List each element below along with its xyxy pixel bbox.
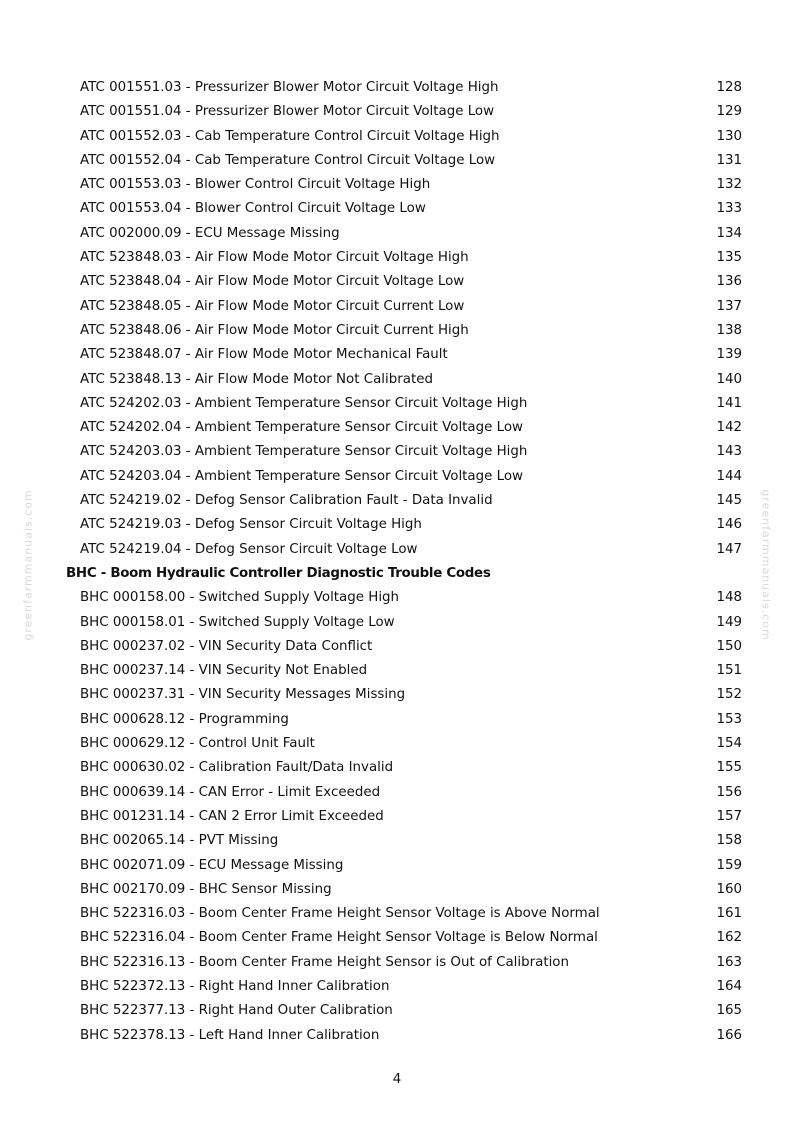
toc-entry[interactable] <box>0 999 794 1023</box>
toc-entry[interactable] <box>0 222 794 246</box>
toc-entry[interactable] <box>0 538 794 562</box>
toc-entry-title: ATC 523848.04 - Air Flow Mode Motor Circuit Voltage Low <box>80 274 465 290</box>
toc-entry-page: 144 <box>716 468 742 484</box>
toc-entry-page: 155 <box>716 760 742 776</box>
toc-entry-page: 161 <box>716 906 742 922</box>
toc-entry-title: BHC 000158.01 - Switched Supply Voltage Low <box>80 614 395 630</box>
toc-entry[interactable] <box>0 708 794 732</box>
page-number: 4 <box>392 1072 402 1087</box>
toc-entry-title: BHC 522316.03 - Boom Center Frame Height Sensor Voltage is Above Normal <box>80 906 600 922</box>
watermark-right: greenfarmmanuals.com <box>759 489 773 641</box>
toc-entry-page: 165 <box>716 1003 742 1019</box>
toc-entry-title: ATC 001553.03 - Blower Control Circuit Voltage High <box>80 177 431 193</box>
toc-entry-page: 130 <box>716 128 742 144</box>
toc-entry[interactable] <box>0 878 794 902</box>
toc-entry-page: 157 <box>716 808 742 824</box>
toc-entry-title: BHC 002065.14 - PVT Missing <box>80 833 279 849</box>
toc-entry-page: 147 <box>716 541 742 557</box>
toc-entry-page: 143 <box>716 444 742 460</box>
toc-entry-title: BHC 000639.14 - CAN Error - Limit Exceeded <box>80 784 381 800</box>
toc-entry-page: 138 <box>716 322 742 338</box>
toc-entry[interactable] <box>0 1024 794 1048</box>
toc-entry-page: 135 <box>716 250 742 266</box>
toc-entry-title: ATC 523848.07 - Air Flow Mode Motor Mechanical Fault <box>80 347 448 363</box>
toc-entry-page: 153 <box>716 711 742 727</box>
toc-entry-title: BHC 000237.02 - VIN Security Data Conflict <box>80 638 373 654</box>
toc-entry[interactable] <box>0 465 794 489</box>
toc-section-heading[interactable] <box>0 562 794 586</box>
toc-entry-title: BHC 522378.13 - Left Hand Inner Calibration <box>80 1027 380 1043</box>
toc-entry[interactable] <box>0 319 794 343</box>
toc-entry-title: ATC 523848.03 - Air Flow Mode Motor Circuit Voltage High <box>80 250 469 266</box>
toc-entry-title: BHC 522372.13 - Right Hand Inner Calibration <box>80 978 390 994</box>
toc-entry[interactable] <box>0 149 794 173</box>
toc-entry-title: ATC 001553.04 - Blower Control Circuit Voltage Low <box>80 201 426 217</box>
toc-entry-title: BHC 000237.14 - VIN Security Not Enabled <box>80 663 368 679</box>
toc-entry-page: 131 <box>716 152 742 168</box>
toc-entry-title: BHC 002170.09 - BHC Sensor Missing <box>80 881 332 897</box>
toc-entry-page: 134 <box>716 225 742 241</box>
toc-entry-page: 154 <box>716 736 742 752</box>
toc-entry[interactable] <box>0 805 794 829</box>
toc-entry[interactable] <box>0 100 794 124</box>
toc-entry-title: BHC 522316.13 - Boom Center Frame Height Sensor is Out of Calibration <box>80 954 569 970</box>
toc-entry-title: BHC 000629.12 - Control Unit Fault <box>80 736 315 752</box>
toc-entry-page: 128 <box>716 80 742 95</box>
toc-entry[interactable] <box>0 975 794 999</box>
toc-entry-title: BHC 522316.04 - Boom Center Frame Height Sensor Voltage is Below Normal <box>80 930 598 946</box>
toc-entry-title: ATC 524202.04 - Ambient Temperature Sensor Circuit Voltage Low <box>80 420 523 436</box>
toc-entry[interactable] <box>0 246 794 270</box>
toc-entry-title: BHC 001231.14 - CAN 2 Error Limit Exceeded <box>80 808 384 824</box>
toc-entry[interactable] <box>0 659 794 683</box>
toc-entry-title: ATC 002000.09 - ECU Message Missing <box>80 225 340 241</box>
toc-entry-page: 137 <box>716 298 742 314</box>
toc-entry-page: 164 <box>716 978 742 994</box>
toc-entry-title: BHC 522377.13 - Right Hand Outer Calibration <box>80 1003 393 1019</box>
toc-entry-title: ATC 524202.03 - Ambient Temperature Sensor Circuit Voltage High <box>80 395 528 411</box>
toc-entry[interactable] <box>0 756 794 780</box>
toc-entry-page: 132 <box>716 177 742 193</box>
toc-entry[interactable] <box>0 489 794 513</box>
toc-entry-page: 160 <box>716 881 742 897</box>
toc-entry-title: BHC 000628.12 - Programming <box>80 711 289 727</box>
toc-entry-page: 152 <box>716 687 742 703</box>
toc-entry[interactable] <box>0 951 794 975</box>
toc-entry-title: BHC - Boom Hydraulic Controller Diagnostic Trouble Codes <box>66 565 491 581</box>
toc-entry[interactable] <box>0 125 794 149</box>
toc-entry[interactable] <box>0 416 794 440</box>
toc-entry-page: 159 <box>716 857 742 873</box>
toc-entry-page: 139 <box>716 347 742 363</box>
toc-entry-title: BHC 000630.02 - Calibration Fault/Data Invalid <box>80 760 394 776</box>
toc-entry[interactable] <box>0 440 794 464</box>
toc-entry-page: 129 <box>716 104 742 120</box>
toc-entry-title: ATC 524203.03 - Ambient Temperature Sensor Circuit Voltage High <box>80 444 528 460</box>
toc-entry-page: 136 <box>716 274 742 290</box>
toc-entry-title: ATC 001552.03 - Cab Temperature Control Circuit Voltage High <box>80 128 500 144</box>
toc-entry-page: 166 <box>716 1027 742 1043</box>
toc-entry-title: ATC 523848.05 - Air Flow Mode Motor Circuit Current Low <box>80 298 465 314</box>
toc-entry-page: 146 <box>716 517 742 533</box>
toc-entry[interactable] <box>0 270 794 294</box>
toc-entry-title: ATC 001552.04 - Cab Temperature Control Circuit Voltage Low <box>80 152 496 168</box>
toc-entry[interactable] <box>0 76 794 100</box>
toc-entry[interactable] <box>0 683 794 707</box>
toc-entry-title: BHC 000158.00 - Switched Supply Voltage High <box>80 590 400 606</box>
toc-entry[interactable] <box>0 732 794 756</box>
toc-entry[interactable] <box>0 513 794 537</box>
toc-entry[interactable] <box>0 197 794 221</box>
toc-entry-title: ATC 524219.04 - Defog Sensor Circuit Voltage Low <box>80 541 418 557</box>
toc-entry[interactable] <box>0 173 794 197</box>
toc-entry[interactable] <box>0 829 794 853</box>
toc-entry-page: 158 <box>716 833 742 849</box>
toc-entry-title: ATC 524219.02 - Defog Sensor Calibration Fault - Data Invalid <box>80 493 493 509</box>
toc-entry[interactable] <box>0 343 794 367</box>
toc-entry-page: 148 <box>716 590 742 606</box>
toc-entry-page: 142 <box>716 420 742 436</box>
toc-entry[interactable] <box>0 781 794 805</box>
toc-entry-title: ATC 001551.03 - Pressurizer Blower Motor Circuit Voltage High <box>80 80 499 95</box>
toc-entry-page: 149 <box>716 614 742 630</box>
toc-entry[interactable] <box>0 586 794 610</box>
toc-entry[interactable] <box>0 368 794 392</box>
table-of-contents <box>0 76 794 1048</box>
toc-entry-page: 145 <box>716 493 742 509</box>
toc-entry-page: 162 <box>716 930 742 946</box>
toc-entry-title: ATC 523848.13 - Air Flow Mode Motor Not Calibrated <box>80 371 433 387</box>
toc-entry-title: ATC 001551.04 - Pressurizer Blower Motor Circuit Voltage Low <box>80 104 495 120</box>
toc-entry-title: ATC 524203.04 - Ambient Temperature Sensor Circuit Voltage Low <box>80 468 523 484</box>
toc-entry-page: 150 <box>716 638 742 654</box>
toc-entry-page: 140 <box>716 371 742 387</box>
toc-entry[interactable] <box>0 635 794 659</box>
toc-entry-title: ATC 523848.06 - Air Flow Mode Motor Circuit Current High <box>80 322 469 338</box>
toc-entry[interactable] <box>0 611 794 635</box>
toc-entry-page: 133 <box>716 201 742 217</box>
toc-entry[interactable] <box>0 926 794 950</box>
toc-entry-title: ATC 524219.03 - Defog Sensor Circuit Voltage High <box>80 517 422 533</box>
toc-entry[interactable] <box>0 392 794 416</box>
toc-entry-title: BHC 002071.09 - ECU Message Missing <box>80 857 344 873</box>
toc-entry-page: 163 <box>716 954 742 970</box>
toc-entry[interactable] <box>0 854 794 878</box>
toc-entry-page: 156 <box>716 784 742 800</box>
toc-entry[interactable] <box>0 295 794 319</box>
toc-entry[interactable] <box>0 902 794 926</box>
toc-entry-page: 141 <box>716 395 742 411</box>
watermark-left: greenfarmmanuals.com <box>21 489 35 641</box>
toc-entry-title: BHC 000237.31 - VIN Security Messages Missing <box>80 687 406 703</box>
toc-entry-page: 151 <box>716 663 742 679</box>
